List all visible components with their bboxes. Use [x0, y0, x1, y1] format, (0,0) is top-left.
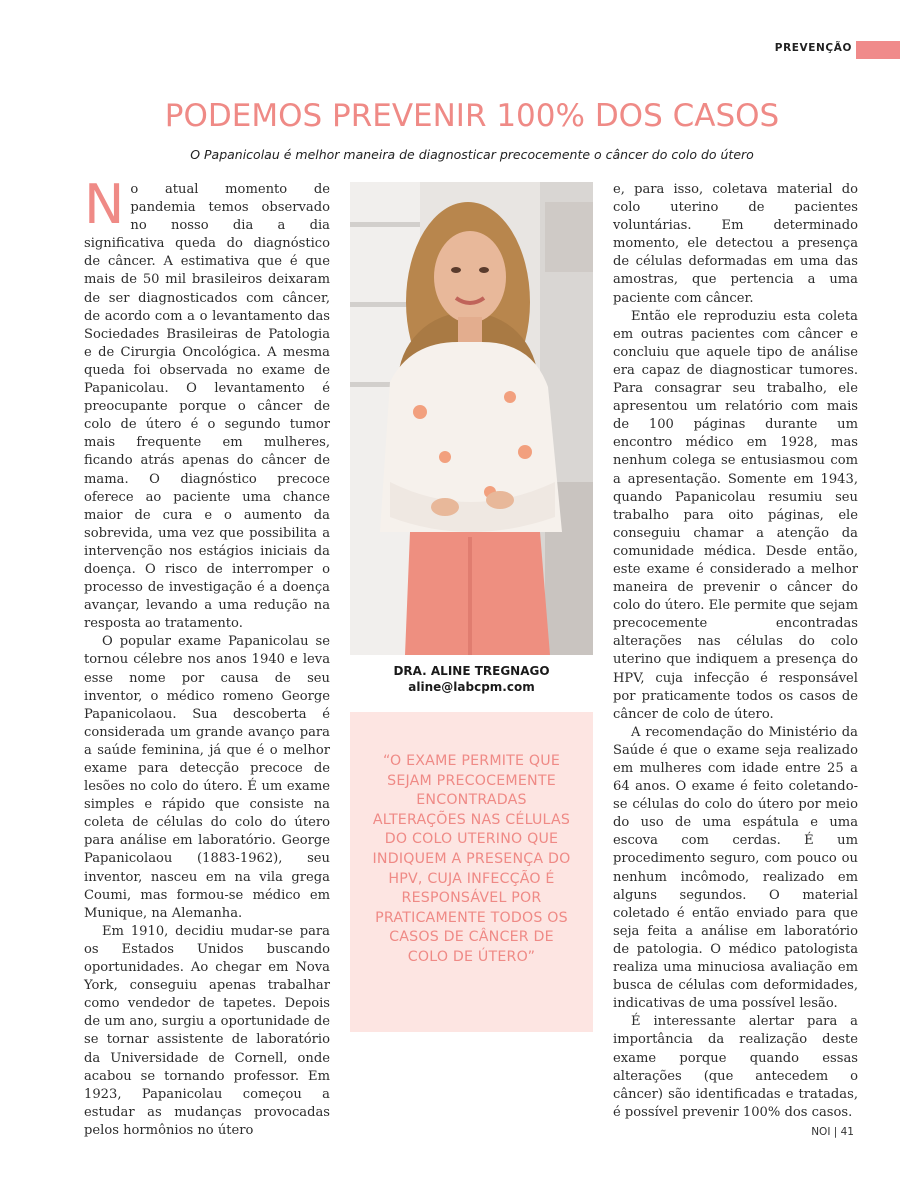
- left-column: [84, 173, 330, 1140]
- paragraph-text: o atual momento de pandemia temos observado no nosso dia a dia significativa queda do diagnóstico de câncer. A estimativa que é que mais de 50 mil brasileiros deixaram de ser diagnosticados com câncer, de acordo com a o levantamento das Sociedades Brasileiras de Patologia e de Cirurgia Oncológica. A mesma queda foi observada no exame de Papanicolau. O levantamento é preocupante porque o câncer de colo de útero é o segundo tumor mais frequente em mulheres, ficando atrás apenas do câncer de mama. O diagnóstico precoce oferece ao paciente uma chance maior de cura e o aumento da sobrevida, uma vez que possibilita a intervenção nos estágios iniciais da doença. O risco de interromper o processo de investigação é a doença avançar, levando a uma redução na resposta ao tratamento.: [84, 182, 330, 632]
- portrait-photo: [350, 182, 593, 655]
- photo-caption-name: DRA. ALINE TREGNAGO: [393, 664, 550, 678]
- photo-caption-email: aline@labcpm.com: [408, 680, 535, 694]
- pull-quote-text: “O EXAME PERMITE QUE SEJAM PRECOCEMENTE ENCONTRADAS ALTERAÇÕES NAS CÉLULAS DO COLO UTERINO QUE INDIQUEM A PRESENÇA DO HPV, CUJA INFECÇÃO É RESPONSÁVEL POR PRATICAMENTE TODOS OS CASOS DE CÂNCER DE COLO DE ÚTERO”: [372, 753, 571, 965]
- article-subtitle: O Papanicolau é melhor maneira de diagnosticar precocemente o câncer do colo do útero: [190, 147, 754, 162]
- section-accent-bar: [856, 41, 900, 59]
- paragraph: Em 1910, decidiu mudar-se para os Estados Unidos buscando oportunidades. Ao chegar em Nova York, conseguiu apenas trabalhar como vendedor de tapetes. Depois de um ano, surgiu a oportunidade de se tornar assistente de laboratório da Universidade de Cornell, onde acabou se tornando professor. Em 1923, Papanicolau começou a estudar as mudanças provocadas pelos hormônios no útero: [84, 923, 330, 1138]
- right-column: [613, 181, 858, 1122]
- section-label: PREVENÇÃO: [774, 42, 852, 54]
- drop-cap: N: [84, 173, 125, 236]
- article-headline: PODEMOS PREVENIR 100% DOS CASOS: [164, 98, 780, 134]
- portrait-illustration: [350, 182, 593, 655]
- paragraph: e, para isso, coletava material do colo uterino de pacientes voluntárias. Em determinado momento, ele detectou a presença de células deformadas em uma das amostras, que pertencia a uma paciente com câncer.: [613, 182, 858, 306]
- page-footer: NOI | 41: [811, 1126, 854, 1138]
- paragraph: [84, 173, 330, 633]
- paragraph: É interessante alertar para a importância da realização deste exame porque quando essas alterações (que antecedem o câncer) são identificadas e tratadas, é possível prevenir 100% dos casos.: [613, 1014, 858, 1120]
- paragraph: A recomendação do Ministério da Saúde é que o exame seja realizado em mulheres com idade entre 25 a 64 anos. O exame é feito coletando-se células do colo do útero por meio do uso de uma espátula e uma escova com cerdas. É um procedimento seguro, com pouco ou nenhum incômodo, realizado em alguns segundos. O material coletado é então enviado para que seja feita a análise em laboratório de patologia. O médico patologista realiza uma minuciosa avaliação em busca de células com deformidades, indicativas de uma possível lesão.: [613, 724, 858, 1012]
- paragraph: O popular exame Papanicolau se tornou célebre nos anos 1940 e leva esse nome por causa de seu inventor, o médico romeno George Papanicolaou. Sua descoberta é considerada um grande avanço para a saúde feminina, já que é o melhor exame para detecção precoce de lesões no colo do útero. É um exame simples e rápido que consiste na coleta de células do colo do útero para análise em laboratório. George Papanicolaou (1883-1962), seu inventor, nasceu em na vila grega Coumi, mas formou-se médico em Munique, na Alemanha.: [84, 634, 330, 921]
- paragraph: Então ele reproduziu esta coleta em outras pacientes com câncer e concluiu que aquele tipo de análise era capaz de diagnosticar tumores. Para consagrar seu trabalho, ele apresentou um relatório com mais de 100 páginas durante um encontro médico em 1928, mas nenhum colega se entusiasmou com a apresentação. Somente em 1943, quando Papanicolau resumiu seu trabalho para oito páginas, ele conseguiu chamar a atenção da comunidade médica. Desde então, este exame é considerado a melhor maneira de prevenir o câncer do colo do útero. Ele permite que sejam precocemente encontradas alterações nas células do colo uterino que indiquem a presença do HPV, cuja infecção é responsável por praticamente todos os casos de câncer de colo de útero.: [613, 308, 858, 722]
